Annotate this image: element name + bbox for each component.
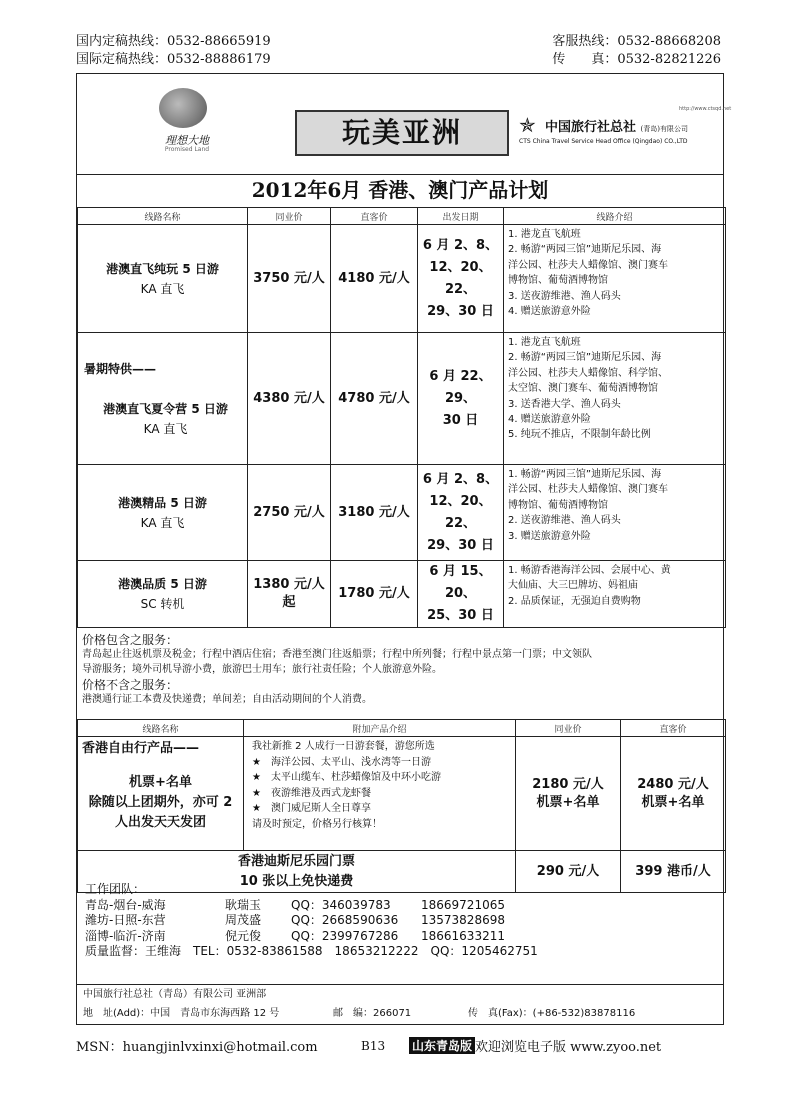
route-intro: 1. 畅游香港海洋公园、会展中心、黄 大仙庙、大三巴牌坊、妈祖庙 2. 品质保证，无强迫自费购物 — [504, 561, 726, 628]
free-travel-name: 香港自由行产品—— 机票+名单 除随以上团期外，亦可 2 人出发天天发团 — [78, 737, 244, 851]
direct-price: 4780 元/人 — [331, 333, 418, 465]
departure-dates: 6 月 2、8、 12、20、22、 29、30 日 — [418, 465, 504, 561]
team-member: 青岛-烟台-威海 耿瑞玉 QQ：346039783 18669721065 — [85, 897, 505, 912]
banner — [77, 74, 732, 175]
company-info — [77, 984, 723, 1023]
service-hotline: 客服热线：0532-88668208 — [552, 34, 721, 49]
leaf-logo-icon — [159, 88, 207, 128]
route-name: 港澳直飞夏令营 5 日游 — [103, 401, 228, 416]
free-travel-header: 线路名称 附加产品介绍 同业价 直客价 — [78, 720, 726, 737]
trade-price: 2750 元/人 — [248, 465, 331, 561]
table-row — [78, 737, 726, 851]
trade-price: 4380 元/人 — [248, 333, 331, 465]
route-name: 港澳品质 5 日游 — [118, 577, 207, 591]
table-row: 港澳精品 5 日游 KA 直飞 2750 元/人 3180 元/人 6 月 2、8、 12、20、22、 29、30 日 1. 畅游“两园三馆”迪斯尼乐园、海 洋公园、杜莎夫人蜡像馆、澳门赛车 博物馆、葡萄酒博物馆 2. 送夜游维港、渔人码头 3. 赠送旅游意外险 — [78, 465, 726, 561]
product-table-header: 线路名称 同业价 直客价 出发日期 线路介绍 — [78, 208, 726, 225]
fax-line: 传 真：0532-82821226 — [552, 52, 721, 67]
website-text: 欢迎浏览电子版 www.zyoo.net — [475, 1040, 662, 1055]
route-name: 港澳直飞纯玩 5 日游 — [106, 261, 219, 276]
company-address: 地 址(Add)：中国 青岛市东海西路 12 号 — [83, 1008, 280, 1019]
company-fax: 传 真(Fax)：(+86-532)83878116 — [468, 1008, 636, 1019]
departure-dates: 6 月 2、8、 12、20、22、 29、30 日 — [418, 225, 504, 333]
international-hotline: 国际定稿热线：0532-88886179 — [76, 52, 271, 67]
trade-price: 1380 元/人 起 — [248, 561, 331, 628]
hotlines — [76, 33, 721, 69]
addon-intro: 我社新推 2 人成行一日游套餐，游您所选 ★ 海洋公园、太平山、浅水湾等一日游 ★ 太平山缆车、杜莎蜡像馆及中环小吃游 ★ 夜游维港及西式龙虾餐 ★ 澳门威尼斯人全日尊享 请及时预定，价格另行核算！ — [244, 737, 516, 851]
company-name: 中国旅行社总社（青岛）有限公司 亚洲部 — [83, 989, 267, 1000]
direct-price: 3180 元/人 — [331, 465, 418, 561]
footer — [76, 1036, 721, 1055]
trade-price: 2180 元/人 机票+名单 — [516, 737, 621, 851]
team-member: 潍坊-日照-东营 周茂盛 QQ：2668590636 13573828698 — [85, 913, 505, 927]
quality-supervisor: 质量监督：王维海 TEL：0532-83861588 18653212222 QQ：1205462751 — [85, 944, 538, 958]
direct-price: 399 港币/人 — [621, 851, 726, 893]
team-section — [85, 882, 705, 960]
trade-price: 3750 元/人 — [248, 225, 331, 333]
disney-ticket: 香港迪斯尼乐园门票 10 张以上免快递费 — [78, 851, 516, 893]
cts-star-icon: ✯ — [519, 113, 536, 137]
trade-price: 290 元/人 — [516, 851, 621, 893]
direct-price: 4180 元/人 — [331, 225, 418, 333]
included-title: 价格包含之服务： — [82, 633, 179, 647]
route-intro: 1. 港龙直飞航班 2. 畅游“两园三馆”迪斯尼乐园、海 洋公园、杜莎夫人蜡像馆、澳门赛车 博物馆、葡萄酒博物馆 3. 送夜游维港、渔人码头 4. 赠送旅游意外险 — [504, 225, 726, 333]
domestic-hotline: 国内定稿热线：0532-88665919 — [76, 34, 271, 49]
service-terms — [77, 632, 723, 732]
included-text: 青岛起止往返机票及税金；行程中酒店住宿；香港至澳门往返船票；行程中所列餐；行程中景点第一门票；中文领队 — [82, 649, 592, 660]
excluded-text: 港澳通行证工本费及快递费；单间差；自由活动期间的个人消费。 — [82, 694, 372, 705]
route-intro: 1. 港龙直飞航班 2. 畅游“两园三馆”迪斯尼乐园、海 洋公园、杜莎夫人蜡像馆、科学馆、 太空馆、澳门赛车、葡萄酒博物馆 3. 送香港大学、渔人码头 4. 赠送旅游意外险 5. 纯玩不推店，不限制年龄比例 — [504, 333, 726, 465]
free-travel-table — [77, 719, 726, 893]
page-title: 2012年6月 香港、澳门产品计划 — [77, 174, 723, 208]
page-number: B13 — [361, 1038, 386, 1053]
departure-dates: 6 月 22、29、 30 日 — [418, 333, 504, 465]
flyer-frame — [76, 73, 732, 1025]
direct-price: 2480 元/人 机票+名单 — [621, 737, 726, 851]
msn-contact: MSN：huangjinlvxinxi@hotmail.com — [76, 1040, 318, 1055]
route-name: 港澳精品 5 日游 — [118, 495, 207, 510]
product-table — [77, 207, 726, 628]
route-intro: 1. 畅游“两园三馆”迪斯尼乐园、海 洋公园、杜莎夫人蜡像馆、澳门赛车 博物馆、葡萄酒博物馆 2. 送夜游维港、渔人码头 3. 赠送旅游意外险 — [504, 465, 726, 561]
team-member: 淄博-临沂-济南 倪元俊 QQ：2399767286 18661633211 — [85, 928, 505, 943]
table-row: 港澳直飞纯玩 5 日游 KA 直飞 3750 元/人 4180 元/人 6 月 2、8、 12、20、22、 29、30 日 1. 港龙直飞航班 2. 畅游“两园三馆”迪斯尼乐园、海 洋公园、杜莎夫人蜡像馆、澳门赛车 博物馆、葡萄酒博物馆 3. 送夜游维港、渔人码头 4. 赠送旅游意外险 — [78, 225, 726, 333]
promised-land-logo: 理想大地 Promised Land — [147, 88, 227, 158]
edition-tag: 山东青岛版 — [409, 1037, 475, 1054]
company-postcode: 邮 编：266071 — [333, 1008, 412, 1019]
departure-dates: 6 月 15、20、 25、30 日 — [418, 561, 504, 628]
team-title: 工作团队： — [85, 882, 146, 896]
excluded-title: 价格不含之服务： — [82, 678, 179, 692]
table-row: 暑期特供—— 港澳直飞夏令营 5 日游 KA 直飞 4380 元/人 4780 元/人 6 月 22、29、 30 日 1. 港龙直飞航班 2. 畅游“两园三馆”迪斯尼乐园、海 洋公园、杜莎夫人蜡像馆、科学馆、 太空馆、澳门赛车、葡萄酒博物馆 3. 送香港大学、渔人码头 4. 赠送旅游意外险 5. 纯玩不推店，不限制年龄比例 — [78, 333, 726, 465]
direct-price: 1780 元/人 — [331, 561, 418, 628]
play-asia-logo: 玩美亚洲 — [295, 110, 509, 156]
included-text: 导游服务；境外司机导游小费，旅游巴士用车；旅行社责任险；个人旅游意外险。 — [82, 663, 442, 675]
cts-logo: ✯ 中国旅行社总社 (青岛)有限公司 CTS China Travel Service Head Office (Qingdao) CO.,LTD http://www.ctsqd.net — [519, 106, 732, 145]
table-row: 港澳品质 5 日游 SC 转机 1380 元/人 起 1780 元/人 6 月 15、20、 25、30 日 1. 畅游香港海洋公园、会展中心、黄 大仙庙、大三巴牌坊、妈祖庙 2. 品质保证，无强迫自费购物 — [78, 561, 726, 628]
